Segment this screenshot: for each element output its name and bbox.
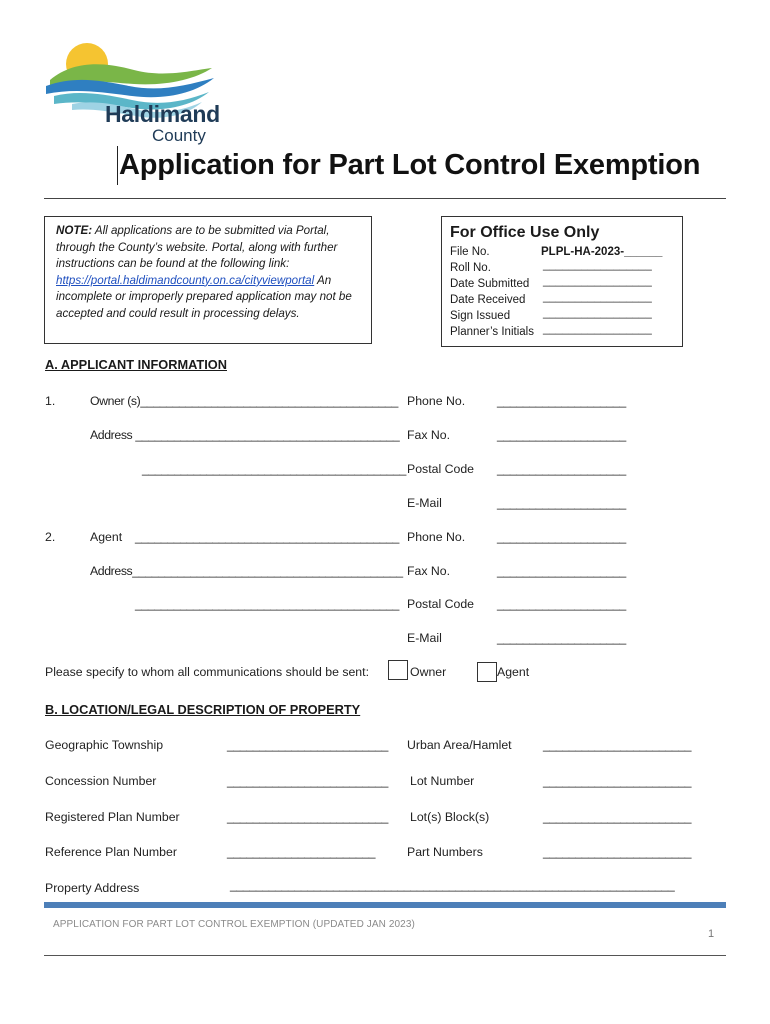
logo-county: County (152, 126, 206, 145)
property-address-label: Property Address (45, 881, 140, 895)
agent-email-field[interactable]: ____________________ (497, 631, 626, 645)
footer-text: APPLICATION FOR PART LOT CONTROL EXEMPTION (UPDATED JAN 2023) (53, 919, 415, 930)
agent-checkbox[interactable] (477, 662, 497, 682)
owner-email-field[interactable]: ____________________ (497, 496, 626, 510)
office-received-label: Date Received (450, 294, 526, 306)
owner-email-label: E-Mail (407, 496, 442, 510)
agent-phone-label: Phone No. (407, 530, 466, 544)
office-roll-label: Roll No. (450, 262, 491, 274)
office-sign-label: Sign Issued (450, 310, 511, 322)
lots-blocks-field[interactable]: _______________________ (543, 810, 692, 824)
agent-fax-label: Fax No. (407, 564, 451, 578)
section-b-heading: B. LOCATION/LEGAL DESCRIPTION OF PROPERTY (45, 702, 361, 717)
communication-label: Please specify to whom all communications should be sent: (45, 665, 369, 679)
page-number: 1 (708, 928, 715, 940)
agent-address-field[interactable]: Address__________________________________________ (90, 564, 403, 578)
reference-plan-field[interactable]: _______________________ (227, 845, 376, 859)
office-roll-line[interactable]: _________________ (543, 259, 652, 271)
urban-area-label: Urban Area/Hamlet (407, 738, 512, 752)
agent-option-label: Agent (497, 665, 530, 679)
agent-postal-field[interactable]: ____________________ (497, 597, 626, 611)
township-label: Geographic Township (45, 738, 164, 752)
concession-field[interactable]: _________________________ (227, 774, 388, 788)
note-label: NOTE: (56, 224, 93, 237)
owner-fax-field[interactable]: ____________________ (497, 428, 626, 442)
registered-plan-field[interactable]: _________________________ (227, 810, 388, 824)
part-numbers-label: Part Numbers (407, 845, 483, 859)
agent-field[interactable]: _________________________________________ (135, 530, 399, 544)
footer-accent-bar (44, 902, 726, 908)
applicant-number-2: 2. (45, 530, 56, 544)
page-title: Application for Part Lot Control Exemption (119, 149, 701, 181)
office-sign-line[interactable]: _________________ (543, 307, 652, 319)
agent-address-line-2[interactable]: _________________________________________ (135, 597, 399, 611)
office-use-title: For Office Use Only (450, 224, 600, 241)
title-divider (44, 198, 726, 199)
concession-label: Concession Number (45, 774, 157, 788)
office-planner-line[interactable]: _________________ (543, 323, 652, 335)
footer-divider (44, 955, 726, 956)
urban-area-field[interactable]: _______________________ (543, 738, 692, 752)
part-numbers-field[interactable]: _______________________ (543, 845, 692, 859)
office-planner-label: Planner’s Initials (450, 326, 534, 338)
owner-address-field[interactable]: Address _________________________________________ (90, 428, 400, 442)
agent-label: Agent (90, 530, 123, 544)
owner-phone-field[interactable]: ____________________ (497, 394, 626, 408)
office-file-value: PLPL-HA-2023-______ (541, 246, 663, 258)
owner-fax-label: Fax No. (407, 428, 451, 442)
office-received-line[interactable]: _________________ (543, 291, 652, 303)
owner-postal-field[interactable]: ____________________ (497, 462, 626, 476)
reference-plan-label: Reference Plan Number (45, 845, 177, 859)
agent-email-label: E-Mail (407, 631, 442, 645)
owner-option-label: Owner (410, 665, 447, 679)
lots-blocks-label: Lot(s) Block(s) (410, 810, 490, 824)
note-text-2: An incomplete or improperly prepared application may not be accepted and could result in processing delays. (56, 273, 352, 320)
portal-link[interactable]: https://portal.haldimandcounty.on.ca/cityviewportal (56, 273, 315, 287)
office-submitted-line[interactable]: _________________ (543, 275, 652, 287)
lot-number-field[interactable]: _______________________ (543, 774, 692, 788)
owner-checkbox[interactable] (388, 660, 408, 680)
note-text-1: All applications are to be submitted via Portal, through the County’s website. Portal, along with further instructions can be found at the following link: (56, 224, 338, 271)
logo-wordmark: Haldimand (105, 101, 220, 127)
text-cursor (117, 146, 118, 185)
note-box (44, 216, 372, 344)
registered-plan-label: Registered Plan Number (45, 810, 180, 824)
agent-phone-field[interactable]: ____________________ (497, 530, 626, 544)
lot-number-label: Lot Number (410, 774, 475, 788)
office-file-label: File No. (450, 246, 490, 258)
owner-postal-label: Postal Code (407, 462, 474, 476)
section-a-heading: A. APPLICANT INFORMATION (45, 357, 227, 372)
owner-address-line-2[interactable]: _________________________________________ (142, 462, 406, 476)
agent-postal-label: Postal Code (407, 597, 474, 611)
haldimand-county-logo (44, 40, 244, 150)
property-address-field[interactable]: _____________________________________________________________________ (230, 878, 675, 892)
township-field[interactable]: _________________________ (227, 738, 388, 752)
owner-field[interactable]: Owner (s)________________________________________ (90, 394, 398, 408)
applicant-number-1: 1. (45, 394, 56, 408)
owner-phone-label: Phone No. (407, 394, 466, 408)
agent-fax-field[interactable]: ____________________ (497, 564, 626, 578)
office-submitted-label: Date Submitted (450, 278, 530, 290)
